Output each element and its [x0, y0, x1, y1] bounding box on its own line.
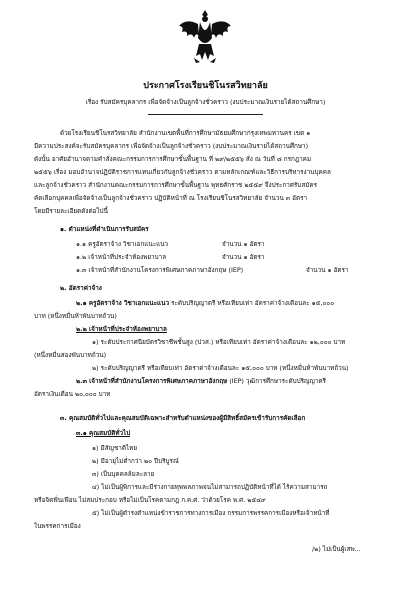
position-count: จำนวน ๑ อัตรา [306, 267, 349, 274]
qualification-item: ๕) ไม่เป็นผู้ดำรงตำแหน่งข้าราชการทางการเมือง กรรมการพรรคการเมืองหรือเจ้าหน้าที่ [92, 510, 330, 517]
page-continuation: /๒) ไม่เป็นผู้เสพ... [312, 546, 361, 553]
position-label: ๑.๒ เจ้าหน้าที่ประจำห้องพยาบาล [76, 254, 167, 261]
qualification-item: ๒) มีอายุไม่ต่ำกว่า ๒๐ ปีบริบูรณ์ [92, 458, 179, 465]
wage-line [76, 298, 334, 310]
qualification-item: หรือจิตฟั่นเฟือน ไม่สมประกอบ หรือไม่เป็นโรคตามกฎ ก.ค.ศ. ว่าด้วยโรค พ.ศ. ๒๕๔๙ [34, 497, 266, 504]
title-divider [148, 114, 263, 115]
wage-line: อัตราเงินเดือน ๒๐,๐๐๐ บาท [34, 391, 111, 398]
wage-position: ๒.๓ เจ้าหน้าที่สำนักงานโครงการพิเศษภาคภาษาอังกฤษ [76, 378, 228, 385]
section1-heading: ๑. ตำแหน่งที่ดำเนินการรับสมัคร [60, 226, 149, 233]
wage-line: (หนึ่งหมื่นสองพันบาทถ้วน) [34, 352, 107, 359]
wage-line: ๑) ระดับประกาศนียบัตรวิชาชีพชั้นสูง (ปวส.) หรือเทียบเท่า อัตราค่าจ้างเดือนละ ๑๒,๐๐๐ บาท [92, 339, 346, 346]
section3-heading: ๓. คุณสมบัติทั่วไปและคุณสมบัติเฉพาะสำหรับตำแหน่งของผู้มีสิทธิ์สมัครเข้ารับการคัดเลือก [60, 415, 306, 422]
intro-line: และลูกจ้างชั่วคราว สำนักงานคณะกรรมการการศึกษาขั้นพื้นฐาน พุทธศักราช ๒๕๕๙ จึงประกาศรับสมัคร [34, 182, 318, 189]
wage-line [76, 376, 326, 388]
qualification-item: ๔) ไม่เป็นผู้พิการและมีร่างกายทุพพลภาพจนไม่สามารถปฏิบัติหน้าที่ได้ ไร้ความสามารถ [92, 484, 328, 491]
wage-line: ๒) ระดับปริญญาตรี หรือเทียบเท่า อัตราค่าจ้างเดือนละ ๑๕,๐๐๐ บาท (หนึ่งหมื่นห้าพันบาทถ้วน) [92, 365, 349, 372]
intro-line: ๒๕๕๖ เรื่อง มอบอำนาจปฏิบัติราชการแทนเกี่ยวกับลูกจ้างชั่วคราว ตามหลักเกณฑ์และวิธีการบริหารงานบุคคล [34, 169, 331, 176]
section2-heading: ๒. อัตราค่าจ้าง [60, 285, 102, 292]
qualification-item: ๑) มีสัญชาติไทย [92, 445, 138, 452]
intro-line: ดังนั้น อาศัยอำนาจตามคำสั่งคณะกรรมการการศึกษาขั้นพื้นฐาน ที่ ๒๙/๒๕๕๖ สั่ง ณ วันที่ ๘ กรกฎาคม [34, 156, 312, 163]
wage-position: ๒.๑ ครูอัตราจ้าง วิชาเอกแนะแนว [76, 300, 170, 307]
position-count: จำนวน ๑ อัตรา [222, 254, 265, 261]
qualification-item: ในพรรคการเมือง [34, 523, 81, 530]
wage-detail: (IEP) วุฒิการศึกษาระดับปริญญาตรี [227, 378, 326, 385]
section3-subheading: ๓.๑ คุณสมบัติทั่วไป [76, 430, 131, 437]
position-label: ๑.๑ ครูอัตราจ้าง วิชาเอกแนะแนว [76, 241, 169, 248]
position-count: จำนวน ๑ อัตรา [222, 241, 265, 248]
intro-line: มีความประสงค์จะรับสมัครบุคลากร เพื่อจัดจ้างเป็นลูกจ้างชั่วคราว (งบประมาณเงินรายได้สถานศึกษา) [34, 143, 309, 150]
wage-detail: ระดับปริญญาตรี หรือเทียบเท่า อัตราค่าจ้างเดือนละ ๑๕,๐๐๐ [169, 300, 335, 307]
intro-line: โดยมีรายละเอียดดังต่อไปนี้ [34, 208, 108, 215]
qualification-item: ๓) เป็นบุคคลล้มละลาย [92, 471, 155, 478]
intro-line: ด้วยโรงเรียนชิโนรสวิทยาลัย สำนักงานเขตพื้นที่การศึกษามัธยมศึกษากรุงเทพมหานคร เขต ๑ [60, 130, 311, 137]
wage-position: ๒.๒ เจ้าหน้าที่ประจำห้องพยาบาล [76, 326, 167, 333]
intro-line: คัดเลือกบุคคลเพื่อจัดจ้างเป็นลูกจ้างชั่วคราว ปฏิบัติหน้าที่ ณ โรงเรียนชิโนรสวิทยาลัย จำนวน ๓ อัตรา [34, 195, 308, 202]
document-title: ประกาศโรงเรียนชิโนรสวิทยาลัย [143, 81, 268, 91]
document-subject: เรื่อง รับสมัครบุคลากร เพื่อจัดจ้างเป็นลูกจ้างชั่วคราว (งบประมาณเงินรายได้สถานศึกษา) [85, 99, 326, 106]
wage-line: บาท (หนึ่งหมื่นห้าพันบาทถ้วน) [34, 313, 117, 320]
garuda-emblem [176, 8, 234, 64]
position-label: ๑.๓ เจ้าหน้าที่สำนักงานโครงการพิเศษภาคภาษาอังกฤษ (IEP) [76, 267, 244, 274]
